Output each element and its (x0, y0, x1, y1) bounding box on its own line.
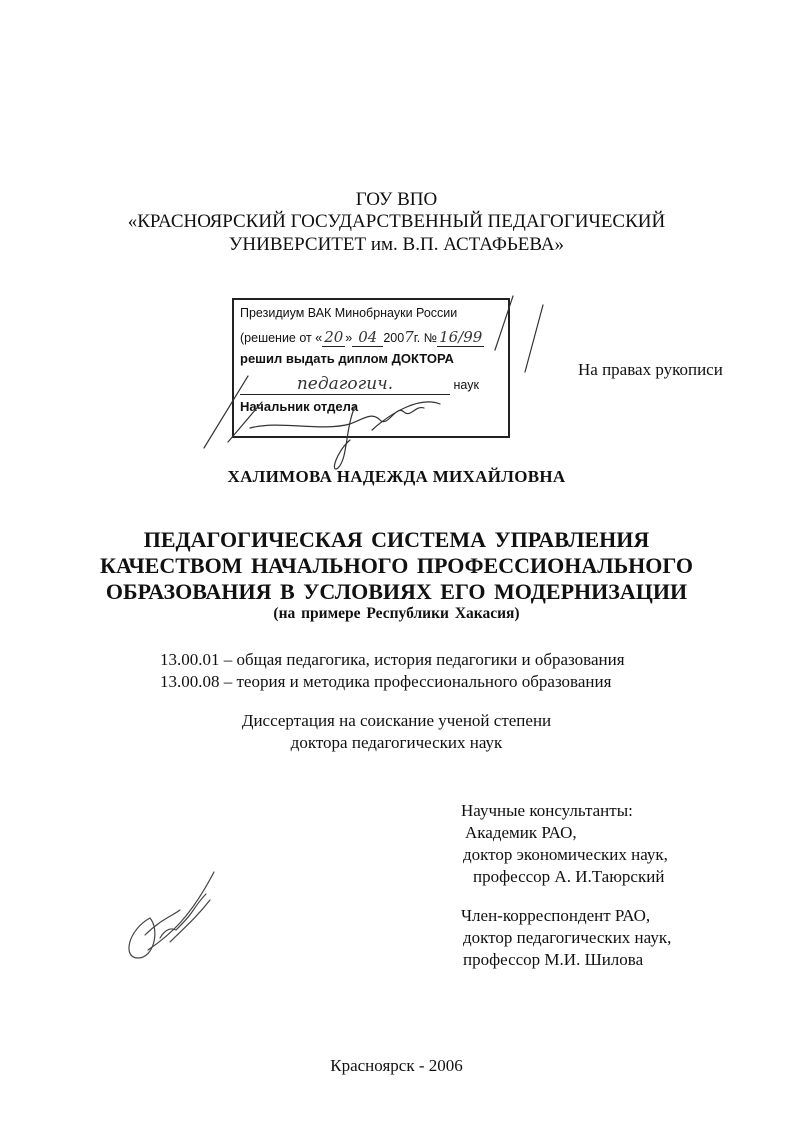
title-line-3: ОБРАЗОВАНИЯ В УСЛОВИЯХ ЕГО МОДЕРНИЗАЦИИ (105, 579, 688, 604)
organization-line-3: УНИВЕРСИТЕТ им. В.П. АСТАФЬЕВА» (228, 234, 565, 255)
consultant-1-line-3: профессор А. И.Таюрский (473, 867, 665, 886)
city-year: Красноярск - 2006 (330, 1056, 463, 1075)
title-subtitle: (на примере Республики Хакасия) (273, 605, 520, 622)
stamp-line-1: Президиум ВАК Минобрнауки России (240, 306, 458, 320)
stamp-slash-stroke (495, 296, 513, 350)
organization-line-2: «КРАСНОЯРСКИЙ ГОСУДАРСТВЕННЫЙ ПЕДАГОГИЧЕСКИЙ (127, 211, 666, 232)
stamp-slash-stroke-2 (525, 305, 543, 372)
specialty-2: 13.00.08 – теория и методика профессионального образования (160, 672, 612, 691)
dissertation-line-1: Диссертация на соискание ученой степени (241, 711, 552, 730)
consultant-2-line-3: профессор М.И. Шилова (463, 950, 644, 969)
margin-signature (129, 872, 214, 958)
title-line-1: ПЕДАГОГИЧЕСКАЯ СИСТЕМА УПРАВЛЕНИЯ (143, 527, 650, 552)
specialty-1: 13.00.01 – общая педагогика, история педагогики и образования (160, 650, 625, 669)
consultant-1-line-1: Академик РАО, (465, 823, 577, 842)
stamp-day-close: » (345, 331, 353, 345)
stamp-science-word: наук (453, 378, 479, 392)
stamp-field-handwritten: педагогич. (240, 374, 450, 395)
stamp-year-prefix: 200 (383, 331, 405, 345)
stamp-decision-prefix: (решение от « (240, 331, 323, 345)
dissertation-line-2: доктора педагогических наук (290, 733, 503, 752)
stamp-day: 20 (324, 328, 344, 346)
stamp-year-digit: 7 (404, 328, 414, 346)
stamp-signature-tail (372, 402, 440, 430)
manuscript-rights-note: На правах рукописи (578, 360, 723, 379)
stamp-line-5: Начальник отдела (240, 399, 359, 414)
consultants-block (461, 800, 668, 888)
consultant-2-line-1: Член-корреспондент РАО, (461, 906, 651, 925)
title-line-2: КАЧЕСТВОМ НАЧАЛЬНОГО ПРОФЕССИОНАЛЬНОГО (100, 553, 693, 578)
stamp-line-3: решил выдать диплом ДОКТОРА (240, 351, 454, 366)
stamp-signature-stroke (228, 402, 262, 442)
organization-line-1: ГОУ ВПО (355, 189, 438, 210)
stamp-number: 16/99 (439, 328, 483, 346)
consultant-2-block (461, 905, 671, 971)
stamp-number-label: г. № (413, 331, 438, 345)
dissertation-title (0, 527, 793, 605)
author-name: ХАЛИМОВА НАДЕЖДА МИХАЙЛОВНА (227, 467, 566, 486)
stamp-month: 04 (352, 328, 383, 347)
consultants-heading: Научные консультанты: (461, 801, 633, 820)
consultant-1-line-2: доктор экономических наук, (463, 845, 668, 864)
stamp-signature-stroke-2 (204, 376, 248, 448)
stamp-signature-loop (334, 406, 355, 469)
consultant-2-line-2: доктор педагогических наук, (463, 928, 672, 947)
